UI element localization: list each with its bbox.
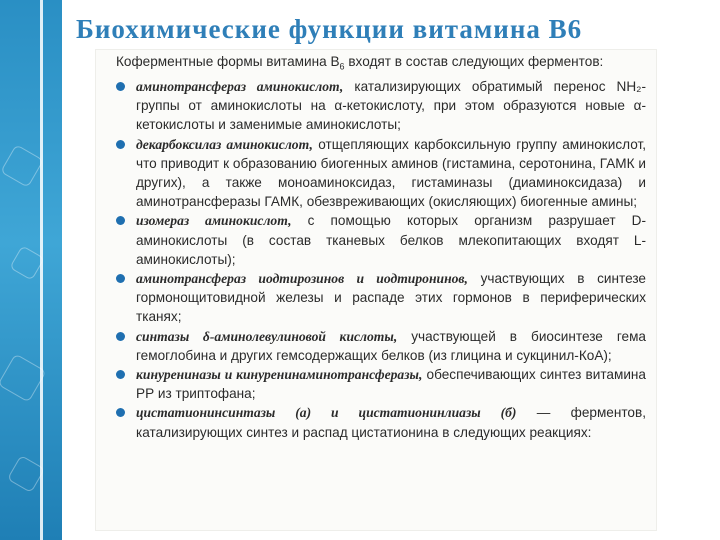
bullet-icon [116,82,125,91]
bullet-icon [116,216,125,225]
enzyme-term: изомераз аминокислот, [136,213,292,229]
list-item [116,403,646,441]
slide-title: Биохимические функции витамина В6 [76,14,583,44]
intro-subscript: 6 [339,61,345,72]
sidebar-decoration [0,0,62,540]
item-text: участвующих в синтезе гормонощитовидной железы и распаде этих гормонов в периферических тканях; [136,270,646,325]
item-text: отщепляющих карбоксильную группу аминокислот, что приводит к образованию биогенных аминов (гистамина, серотонина, ГАМК и других), а также моноаминоксидаз, гистаминазы (диаминоксидаза) и аминотрансферазы ГАМК, обезвреживающих (окисляющих) биогенные амины; [136,136,646,210]
list-item [116,77,646,135]
intro-text-rest: входят в состав следующих ферментов: [344,54,604,69]
bullet-icon [116,140,125,149]
enzyme-term: декарбоксилаз аминокислот, [136,136,313,152]
item-text: участвующей в биосинтезе гема гемоглобина и других гемсодержащих белков (из глицина и сукцинил-КоА); [136,328,646,363]
enzyme-term: аминотрансфераз иодтирозинов и иодтиронинов, [136,270,468,286]
list-item [116,269,646,327]
document-body [116,52,646,442]
list-item [116,211,646,269]
hexagon-decoration [0,144,44,188]
bullet-icon [116,370,125,379]
item-text: катализирующих обратимый перенос NH₂-группы от аминокислоты на α-кетокислоту, при этом образуются новые α-кетокислоты и заменимые аминокислоты; [136,78,646,133]
item-text: — ферментов, катализирующих синтез и распад цистатионина в следующих реакциях: [136,405,646,440]
item-text: с помощью которых организм разрушает D-аминокислоты (в состав тканевых белков млекопитающих входят L-аминокислоты); [136,213,647,267]
sidebar-stripe [40,0,43,540]
enzyme-term: кинурениназы и кинуренинаминотрансферазы, [136,366,423,382]
intro-text: Коферментные формы витамина B [116,54,340,69]
bullet-icon [116,274,125,283]
list-item [116,135,646,212]
list-item [116,365,646,403]
intro-paragraph [116,52,646,77]
enzyme-term: цистатионинсинтазы (а) и цистатионинлиазы (б) [136,405,517,421]
bullet-icon [116,332,125,341]
item-text: обеспечивающих синтез витамина РР из триптофана; [136,366,646,402]
list-item [116,327,646,365]
enzyme-term: аминотрансфераз аминокислот, [136,78,344,94]
enzyme-term: синтазы δ-аминолевулиновой кислоты, [136,328,398,344]
bullet-icon [116,408,125,417]
